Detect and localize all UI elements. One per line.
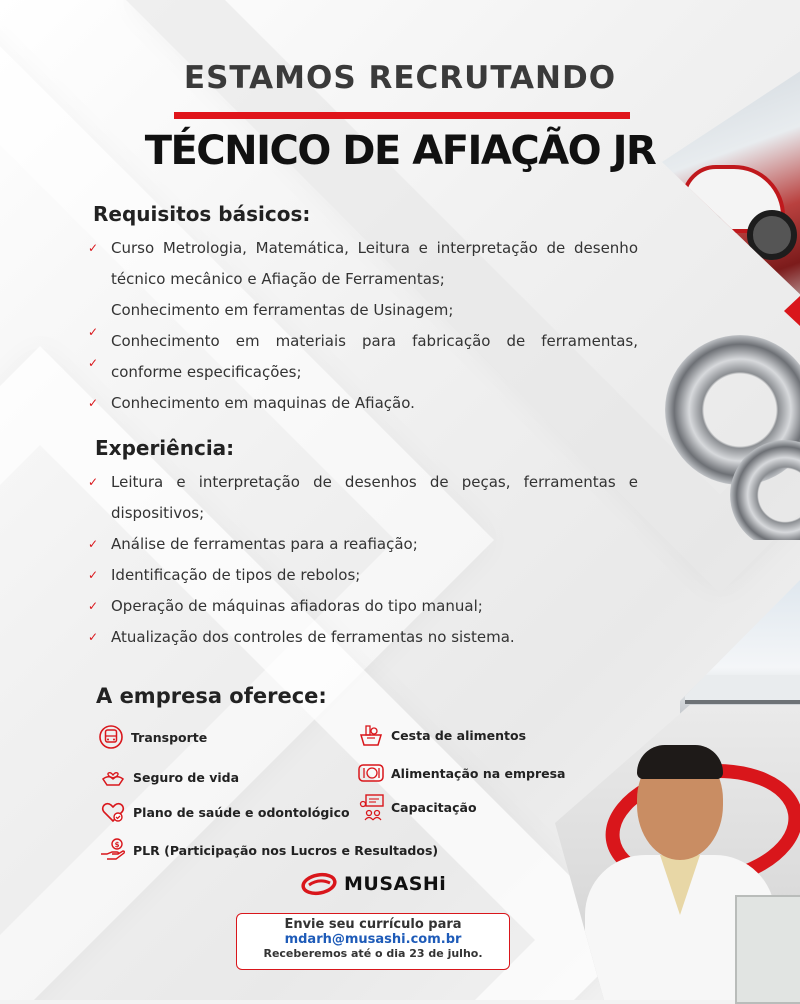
musashi-logo [300, 872, 446, 896]
brand-name: MUSASHi [344, 873, 447, 895]
list-item: ✓ Conhecimento em maquinas de Afiação. [88, 388, 638, 419]
benefit-life-insurance: Seguro de vida [99, 763, 239, 791]
list-item: ✓ Atualização dos controles de ferramentas no sistema. [88, 622, 638, 653]
contact-email[interactable]: mdarh@musashi.com.br [284, 932, 462, 947]
requirements-list [88, 233, 638, 419]
check-icon: ✓ [88, 241, 99, 255]
benefit-transport: Transporte [97, 723, 207, 751]
check-icon: ✓ [88, 475, 99, 489]
requirements-heading: Requisitos básicos: [93, 202, 311, 226]
check-icon: ✓ [88, 537, 99, 551]
title-divider [174, 112, 630, 119]
list-item: ✓ Operação de máquinas afiadoras do tipo manual; [88, 591, 638, 622]
food-basket-icon [357, 721, 385, 749]
benefit-health-plan: Plano de saúde e odontológico [99, 798, 350, 826]
benefit-food-basket: Cesta de alimentos [357, 721, 526, 749]
benefits-heading: A empresa oferece: [96, 684, 327, 708]
check-icon: ✓ [88, 599, 99, 613]
check-icon: ✓ [88, 325, 99, 339]
life-insurance-icon [99, 763, 127, 791]
check-icon: ✓ [88, 396, 99, 410]
list-item: ✓ Leitura e interpretação de desenhos de peças, ferramentas e dispositivos; [88, 467, 638, 529]
meal-icon [357, 759, 385, 787]
benefit-training: Capacitação [357, 793, 477, 821]
check-icon: ✓ [88, 568, 99, 582]
bus-icon [97, 723, 125, 751]
contact-instruction: Envie seu currículo para [284, 917, 462, 932]
list-item: ✓ Análise de ferramentas para a reafiação; [88, 529, 638, 560]
list-item: ✓ Identificação de tipos de rebolos; [88, 560, 638, 591]
benefit-plr: $ PLR (Participação nos Lucros e Resultados) [99, 836, 438, 864]
experience-heading: Experiência: [95, 436, 235, 460]
hair-shape [637, 745, 723, 779]
list-item: ✓ Curso Metrologia, Matemática, Leitura e interpretação de desenho técnico mecânico e Afiação de Ferramentas; [88, 233, 638, 295]
training-icon [357, 793, 385, 821]
health-heart-icon [99, 798, 127, 826]
experience-list [88, 467, 638, 653]
electrical-cabinet [735, 895, 800, 1004]
check-icon: ✓ [88, 630, 99, 644]
contact-box [236, 913, 510, 970]
job-title: TÉCNICO DE AFIAÇÃO JR [144, 128, 656, 174]
svg-text:$: $ [114, 841, 120, 849]
profit-hand-icon [99, 836, 127, 864]
list-item: ✓ Conhecimento em ferramentas de Usinagem; [88, 295, 638, 326]
contact-deadline: Receberemos até o dia 23 de julho. [263, 947, 483, 960]
recruiting-title: ESTAMOS RECRUTANDO [183, 60, 617, 96]
musashi-logo-icon [300, 872, 338, 896]
gears-image [660, 330, 800, 540]
list-item: ✓ Conhecimento em materiais para fabricação de ferramentas, conforme especificações; [88, 332, 638, 381]
check-icon: ✓ [88, 356, 99, 370]
benefit-meals: Alimentação na empresa [357, 759, 566, 787]
building-roof [685, 675, 800, 704]
